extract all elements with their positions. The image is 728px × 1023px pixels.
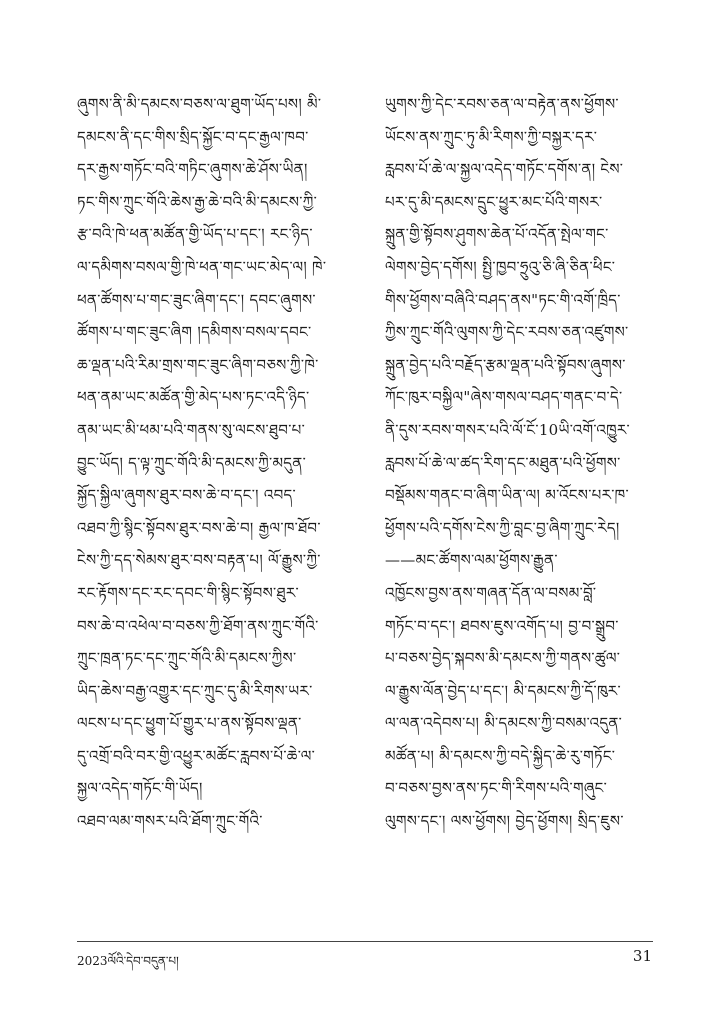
text-line: ཕན་ཚོགས་པ་གང་ཟུང་ཞིག་དང་། དབང་ཞུགས་ (77, 290, 316, 309)
text-line: རང་རྟོགས་དང་རང་དབང་གི་སྙིང་སྟོབས་ཐུར་ (77, 583, 299, 602)
text-line: པར་དུ་མི་དམངས་དྲུང་ཕྱུར་མང་པོའི་གསར་ (385, 192, 603, 211)
text-line: གིས་ཕྱོགས་བཞིའི་བཤད་ནས"ཏང་གི་འགོ་ཁྲིད་ (385, 290, 621, 309)
page-number: 31 (632, 947, 652, 965)
text-line: ཡུགས་ཀྱི་དེང་རབས་ཅན་ལ་བརྟེན་ནས་ཕྱོགས་ (385, 95, 619, 113)
text-line: དུ་འགྲོ་བའི་བར་གྱི་འཕྱུར་མཚོང་རླབས་པོ་ཆེ་ལ་ (77, 746, 316, 765)
text-line: ཀོང་ཁུར་བསྐྱིལ"ཞེས་གསལ་བཤད་གནང་བ་དེ་ (385, 388, 623, 407)
text-line: ཀྱིས་ཀྲུང་གོའི་ལུགས་ཀྱི་དེང་རབས་ཅན་འཛུགས་ (385, 323, 629, 342)
text-line: ནི་དུས་རབས་གསར་པའི་ལོ་ངོ་10ཡི་འགོ་འཁྱུར་ (385, 420, 630, 439)
text-line: དར་རྒྱས་གཏོང་བའི་གཏིང་ཞུགས་ཆེ་ཤོས་ཡིན། (77, 160, 308, 179)
text-line: འཐབ་ལམ་གསར་པའི་ཐོག་ཀྲུང་གོའི་ (77, 812, 263, 831)
text-line: ཡིད་ཆེས་བརྒྱ་འགྱུར་དང་ཀྲུང་དུ་མི་རིགས་ཡར་ (77, 681, 313, 700)
text-line: སྐྲུན་གྱི་སྟོབས་ཤུགས་ཆེན་པོ་འདོན་སྤེལ་གང་ (385, 225, 609, 244)
text-line: འཐབ་ཀྱི་སྙིང་སྟོབས་ཐུར་བས་ཆེ་བ། རྒྱལ་ཁ་ཐོབ་ (77, 518, 321, 537)
text-line: ཆ་ལྡན་པའི་རིམ་གྲས་གང་ཟུང་ཞིག་བཅས་ཀྱི་ཁེ་ (77, 355, 319, 374)
text-line: ཕྱོགས་པའི་དགོས་ངེས་ཀྱི་བླང་བྱ་ཞིག་ཀྲུང་རེད། (385, 518, 620, 537)
text-line: ལ་དམིགས་བསལ་གྱི་ཁེ་ཕན་གང་ཡང་མེད་ལ། ཁེ་ (77, 257, 327, 276)
left-column (77, 88, 349, 838)
text-line: ཏང་གིས་ཀྲུང་གོའི་ཆེས་རྒྱ་ཆེ་བའི་མི་དམངས་ཀྱི་ (77, 192, 318, 211)
text-line: པ་བཅས་བྱེད་སྐབས་མི་དམངས་ཀྱི་གནས་ཚུལ་ (385, 649, 621, 668)
text-line: བས་ཆེ་བ་འཕེལ་བ་བཅས་ཀྱི་ཐོག་ནས་ཀྲུང་གོའི་ (77, 616, 319, 635)
text-line: ལུགས་དང་། ལས་ཕྱོགས། བྱེད་ཕྱོགས། སྲིད་ཇུས་ (385, 812, 624, 831)
text-line: བསྡོམས་གནང་བ་ཞིག་ཡིན་ལ། མ་འོངས་པར་ཁ་ (385, 486, 629, 505)
text-line: མཚོན་པ། མི་དམངས་ཀྱི་བདེ་སྐྱིད་ཆེ་རུ་གཏོང་ (385, 746, 616, 765)
footer-divider (77, 941, 653, 942)
text-line: རླབས་པོ་ཆེ་ལ་སྐྱལ་འདེད་གཏོང་དགོས་ན། ངེས་ (385, 160, 624, 179)
right-column (385, 88, 657, 838)
text-line: རྩ་བའི་ཁེ་ཕན་མཚོན་གྱི་ཡོད་པ་དང་། རང་ཉིད་ (77, 225, 313, 244)
text-line: བྱུང་ཡོད། ད་ལྟ་ཀྲུང་གོའི་མི་དམངས་ཀྱི་མདུན་ (77, 453, 307, 472)
text-line: ཕན་ནམ་ཡང་མཚོན་གྱི་མེད་པས་ཏང་འདི་ཉིད་ (77, 388, 310, 407)
text-line: ལངས་པ་དང་ཕྱུག་པོ་གྱུར་པ་ནས་སྟོབས་ལྡན་ (77, 714, 302, 733)
text-line: ཚོགས་པ་གང་ཟུང་ཞིག །དམིགས་བསལ་དབང་ (77, 323, 312, 342)
text-line: ནམ་ཡང་མི་ཕམ་པའི་གནས་སུ་ལངས་ཐུབ་པ་ (77, 420, 306, 439)
text-line: འཁྱོངས་བྱས་ནས་གཞན་དོན་ལ་བསམ་བློ་ (385, 583, 597, 602)
text-line: དམངས་ནི་དང་གིས་སྲིད་སྐྱོང་བ་དང་རྒྱལ་ཁབ་ (77, 127, 309, 146)
text-line: ལ་ལན་འདེབས་པ། མི་དམངས་ཀྱི་བསམ་འདུན་ (385, 714, 623, 733)
text-line: ཞུགས་ནི་མི་དམངས་བཅས་ལ་ཐུག་ཡོད་པས། མི་ (77, 95, 322, 113)
text-line: སྐྱལ་འདེད་གཏོང་གི་ཡོད། (77, 779, 203, 798)
text-line: ཡོངས་ནས་ཀྲུང་ཏུ་མི་རིགས་ཀྱི་བསྐྱར་དར་ (385, 127, 598, 146)
text-line: རླབས་པོ་ཆེ་ལ་ཚད་རིག་དང་མཐུན་པའི་ཕྱོགས་ (385, 453, 621, 472)
text-line: གཏོང་བ་དང་། ཐབས་ཇུས་འགོད་པ། བྱ་བ་སྒྲུབ་ (385, 616, 619, 635)
text-line: ལེགས་བྱེད་དགོས། སྤྱི་ཁྱབ་ཧྲུའུ་ཅི་ཞི་ཅིན་ཕིང་ (385, 257, 616, 276)
text-line: སྐྱོད་སྐྱིལ་ཞུགས་ཐུར་བས་ཆེ་བ་དང་། འབད་ (77, 486, 296, 505)
text-line: ཀྲུང་ཁྲན་ཏང་དང་ཀྲུང་གོའི་མི་དམངས་ཀྱིས་ (77, 649, 297, 668)
text-line: སྐྲུན་བྱེད་པའི་བརྗོད་རྩམ་ལྡན་པའི་སྟོབས་ཞུགས་ (385, 355, 626, 374)
text-line: ——མང་ཚོགས་ལམ་ཕྱོགས་རྒྱུན་ (385, 551, 558, 570)
text-line: བ་བཅས་བྱས་ནས་ཏང་གི་རིགས་པའི་གཞུང་ (385, 779, 608, 798)
text-line: ལ་རྒྱུས་ལོན་བྱེད་པ་དང་། མི་དམངས་ཀྱི་དོ་ཁུར་ (385, 681, 621, 700)
footer-issue-label: 2023ལོའི་དེབ་བདུན་པ། (77, 954, 179, 968)
text-line: ངེས་ཀྱི་དད་སེམས་ཐུར་བས་བརྟན་པ། ལོ་རྒྱུས་ཀྱི་ (77, 551, 321, 570)
